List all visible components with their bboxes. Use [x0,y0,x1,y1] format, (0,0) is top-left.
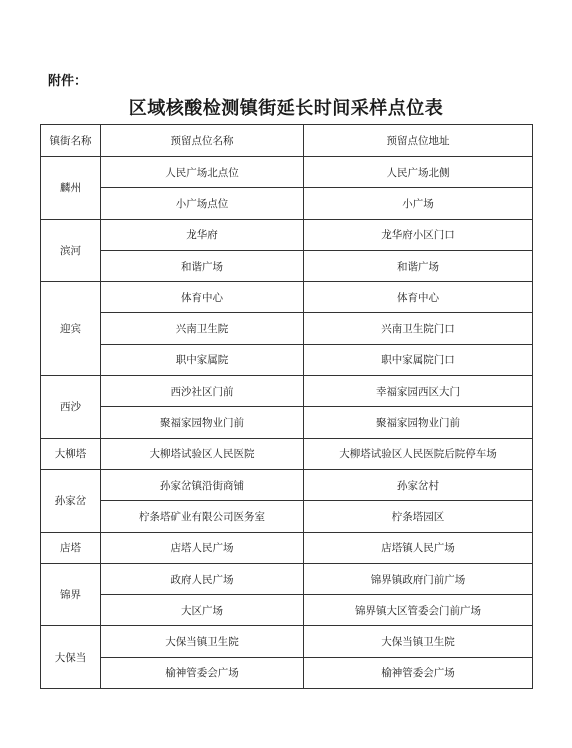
table-row [41,282,533,313]
table-row [41,188,533,219]
point-address-cell: 人民广场北侧 [304,157,533,188]
point-name-cell: 西沙社区门前 [101,376,304,407]
point-name-cell: 大保当镇卫生院 [101,626,304,657]
point-address-cell: 体育中心 [304,282,533,313]
point-address-cell: 孙家岔村 [304,469,533,500]
header-point-name: 预留点位名称 [101,125,304,157]
point-name-cell: 兴南卫生院 [101,313,304,344]
town-cell: 迎宾 [41,282,101,376]
header-town: 镇街名称 [41,125,101,157]
table-row [41,344,533,375]
point-address-cell: 锦界镇大区管委会门前广场 [304,595,533,626]
point-address-cell: 柠条塔园区 [304,501,533,532]
point-name-cell: 柠条塔矿业有限公司医务室 [101,501,304,532]
point-address-cell: 锦界镇政府门前广场 [304,563,533,594]
point-address-cell: 大柳塔试验区人民医院后院停车场 [304,438,533,469]
point-name-cell: 和谐广场 [101,250,304,281]
point-name-cell: 体育中心 [101,282,304,313]
town-cell: 锦界 [41,563,101,626]
point-name-cell: 店塔人民广场 [101,532,304,563]
table-row [41,563,533,594]
point-address-cell: 兴南卫生院门口 [304,313,533,344]
town-cell: 店塔 [41,532,101,563]
attachment-label: 附件： [48,74,88,89]
point-name-cell: 大区广场 [101,595,304,626]
table-header-row [41,125,533,157]
header-point-address: 预留点位地址 [304,125,533,157]
table-row [41,501,533,532]
town-cell: 大保当 [41,626,101,689]
point-name-cell: 榆神管委会广场 [101,657,304,688]
table-row [41,250,533,281]
table-row [41,626,533,657]
table-row [41,469,533,500]
town-cell: 麟州 [41,157,101,220]
table-row [41,407,533,438]
point-address-cell: 榆神管委会广场 [304,657,533,688]
town-cell: 孙家岔 [41,469,101,532]
table-row [41,219,533,250]
table-row [41,157,533,188]
table-row [41,438,533,469]
table-row [41,532,533,563]
town-cell: 滨河 [41,219,101,282]
point-address-cell: 职中家属院门口 [304,344,533,375]
point-address-cell: 龙华府小区门口 [304,219,533,250]
point-name-cell: 小广场点位 [101,188,304,219]
point-name-cell: 政府人民广场 [101,563,304,594]
point-name-cell: 人民广场北点位 [101,157,304,188]
point-name-cell: 职中家属院 [101,344,304,375]
table-row [41,376,533,407]
town-cell: 大柳塔 [41,438,101,469]
sampling-points-table [40,124,533,689]
town-cell: 西沙 [41,376,101,439]
table-row [41,313,533,344]
point-address-cell: 幸福家园西区大门 [304,376,533,407]
point-name-cell: 龙华府 [101,219,304,250]
point-name-cell: 聚福家园物业门前 [101,407,304,438]
point-address-cell: 大保当镇卫生院 [304,626,533,657]
point-address-cell: 聚福家园物业门前 [304,407,533,438]
table-row [41,657,533,688]
point-address-cell: 店塔镇人民广场 [304,532,533,563]
point-address-cell: 小广场 [304,188,533,219]
document-title: 区域核酸检测镇街延长时间采样点位表 [128,98,444,119]
table-row [41,595,533,626]
point-address-cell: 和谐广场 [304,250,533,281]
point-name-cell: 大柳塔试验区人民医院 [101,438,304,469]
point-name-cell: 孙家岔镇沿街商铺 [101,469,304,500]
